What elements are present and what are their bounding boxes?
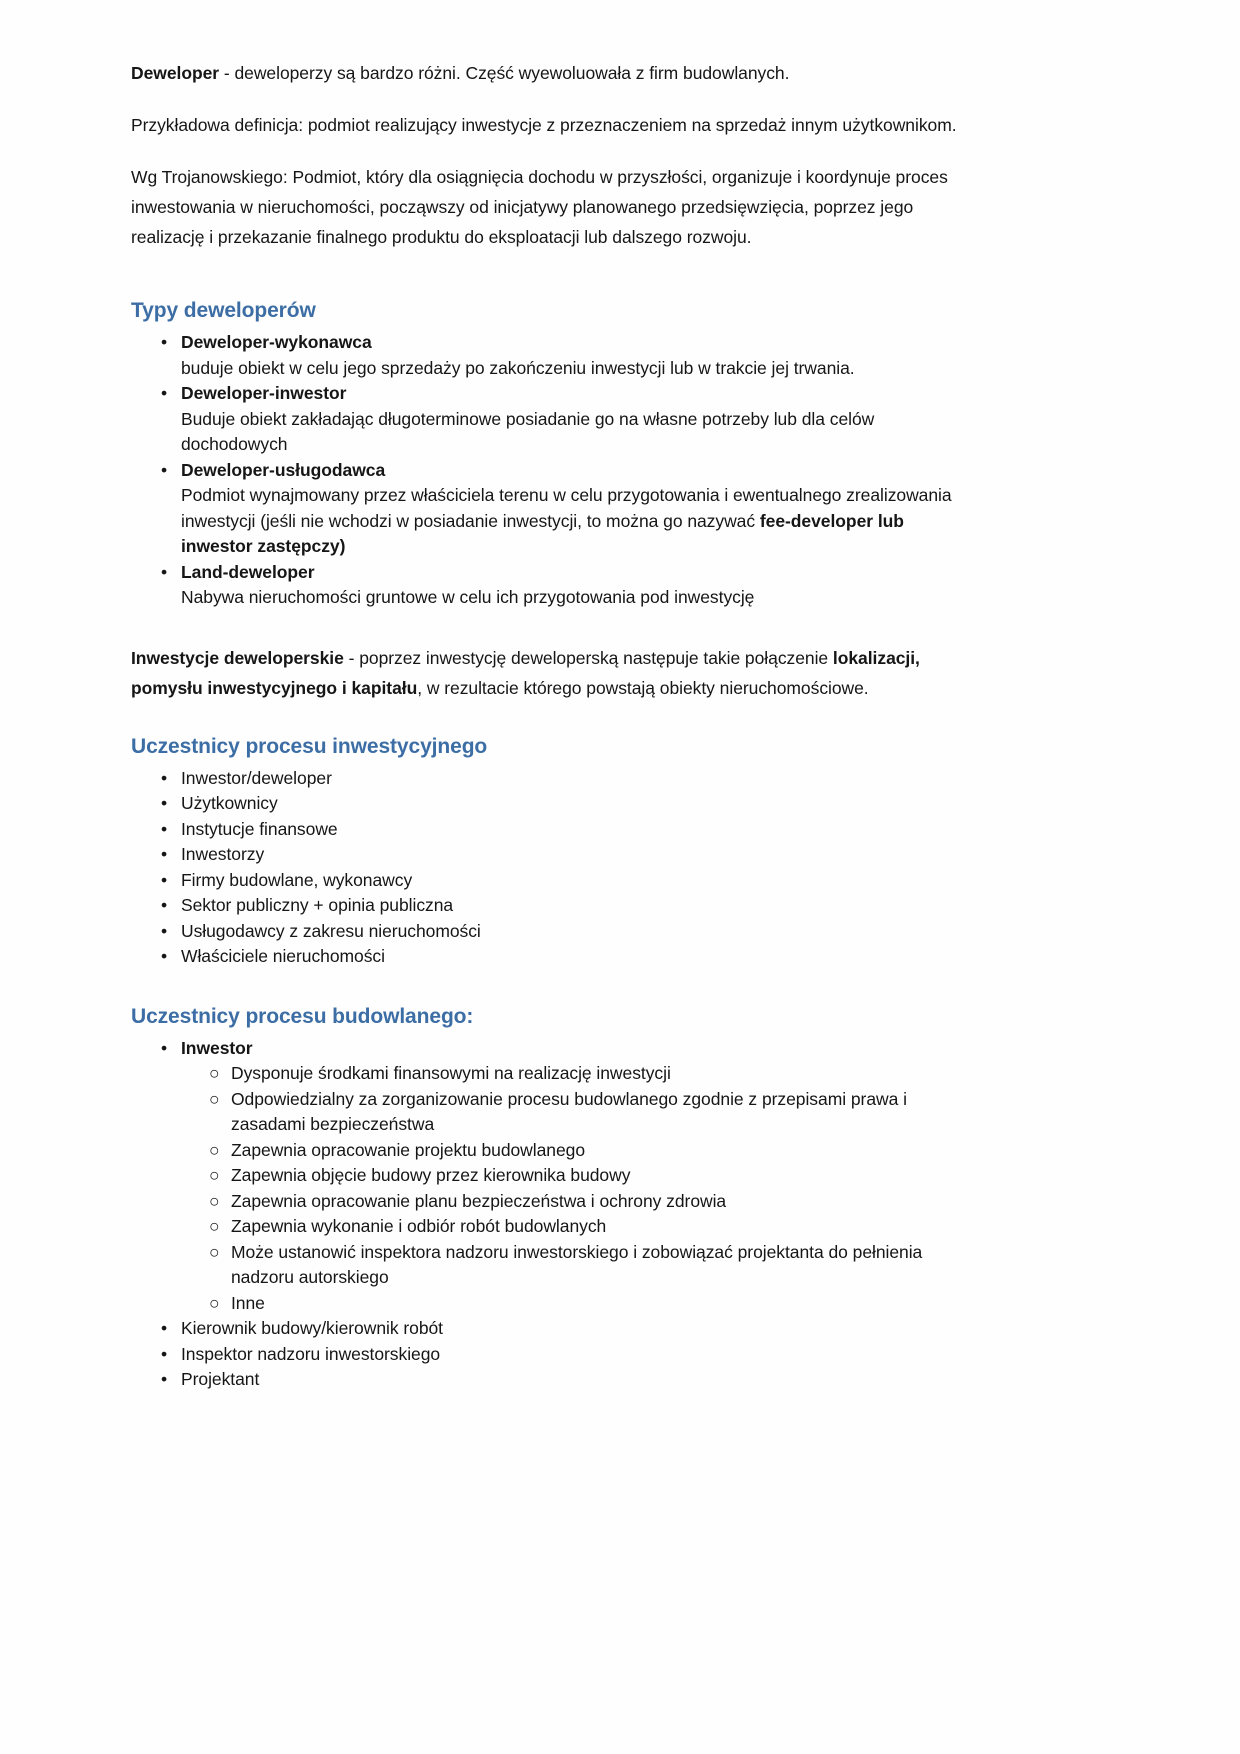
list-typy-deweloperow [131, 330, 961, 611]
sub-bullet-icon: ○ [209, 1292, 220, 1313]
spacer [131, 274, 961, 296]
sub-list-item-label: Zapewnia objęcie budowy przez kierownika budowy [231, 1165, 631, 1185]
spacer [131, 611, 961, 643]
list-item-label: Usługodawcy z zakresu nieruchomości [181, 920, 481, 941]
list-item [131, 1316, 961, 1342]
sub-bullet-icon: ○ [209, 1088, 220, 1109]
list-item [131, 842, 961, 868]
list-item-label: Firmy budowlane, wykonawcy [181, 869, 413, 890]
heading-uczestnicy-procesu-budowlanego: Uczestnicy procesu budowlanego: [131, 1004, 474, 1028]
sub-list-item [181, 1214, 961, 1240]
list-item-label: Użytkownicy [181, 793, 278, 813]
list-item-label: Sektor publiczny + opinia publiczna [181, 895, 454, 915]
sub-list-item [181, 1138, 961, 1164]
list-item [131, 817, 961, 843]
bullet-icon: • [161, 767, 168, 788]
list-item-label: Inwestorzy [181, 844, 265, 864]
heading-typy-deweloperow: Typy deweloperów [131, 299, 316, 322]
list-item [131, 868, 961, 894]
bullet-icon: • [161, 869, 168, 890]
inwestycje-mid-2: , w rezultacie którego powstają obiekty nieruchomościowe. [417, 677, 869, 698]
list-uczestnicy-budowlanego [131, 1036, 961, 1393]
intro-paragraph-3: Wg Trojanowskiego: Podmiot, który dla osiągnięcia dochodu w przyszłości, organizuje i koordynuje proces inwestowania w nieruchomości, począwszy od inicjatywy planowanego przedsięwzięcia, poprzez jego realizację i przekazanie finalnego produktu do eksploatacji lub dalszego rozwoju. [131, 167, 948, 247]
spacer [131, 721, 961, 732]
heading-uczestnicy-procesu-inwestycyjnego: Uczestnicy procesu inwestycyjnego [131, 734, 488, 758]
bullet-icon: • [161, 895, 168, 915]
fee-developer-term: fee-developer lub inwestor zastępczy) [181, 510, 904, 556]
list-item [131, 1036, 961, 1317]
sub-list-item [181, 1189, 961, 1215]
list-item-body: Buduje obiekt zakładając długoterminowe posiadanie go na własne potrzeby lub dla celów dochodowych [181, 408, 875, 454]
list-item-title: Inwestor [181, 1037, 253, 1058]
list-item-body-pre: Podmiot wynajmowany przez właściciela terenu w celu przygotowania i ewentualnego zrealizowania inwestycji (jeśli nie wchodzi w posiadanie inwestycji, to można go nazywać [181, 485, 952, 531]
bullet-icon: • [161, 946, 168, 966]
list-item-title: Land-deweloper [181, 561, 315, 582]
list-uczestnicy-inwestycyjnego [131, 766, 961, 970]
bullet-icon: • [161, 1343, 168, 1364]
bullet-icon: • [161, 1369, 168, 1389]
list-item [131, 560, 961, 611]
bullet-icon: • [161, 459, 168, 480]
sub-list-item-label: Zapewnia opracowanie projektu budowlanego [231, 1139, 586, 1160]
list-item [131, 381, 961, 458]
list-item [131, 330, 961, 381]
list-item [131, 893, 961, 919]
document-content [131, 58, 961, 1393]
list-item-label: Inspektor nadzoru inwestorskiego [181, 1343, 441, 1364]
list-item [131, 1342, 961, 1368]
sub-list-item-label: Odpowiedzialny za zorganizowanie procesu budowlanego zgodnie z przepisami prawa i zasadami bezpieczeństwa [231, 1088, 907, 1134]
deweloper-term: Deweloper [131, 63, 220, 83]
list-item-body: buduje obiekt w celu jego sprzedaży po zakończeniu inwestycji lub w trakcie jej trwania. [181, 357, 855, 378]
list-item [131, 944, 961, 970]
sub-list-item [181, 1163, 961, 1189]
paragraph-inwestycje-deweloperskie [131, 643, 961, 703]
list-item-label: Projektant [181, 1369, 260, 1389]
bullet-icon: • [161, 920, 168, 941]
intro-paragraph-1-rest: - deweloperzy są bardzo różni. Część wyewoluowała z firm budowlanych. [219, 63, 790, 83]
inwestycje-deweloperskie-term: Inwestycje deweloperskie [131, 647, 344, 668]
bullet-icon: • [161, 1318, 168, 1338]
sub-bullet-icon: ○ [209, 1241, 220, 1262]
list-item-title: Deweloper-inwestor [181, 383, 347, 403]
list-item [131, 458, 961, 560]
inwestycje-mid-1: - poprzez inwestycję deweloperską następuje takie połączenie [343, 647, 833, 668]
sub-bullet-icon: ○ [209, 1165, 220, 1185]
sub-bullet-icon: ○ [209, 1063, 220, 1083]
sub-list-item-label: Dysponuje środkami finansowymi na realizację inwestycji [231, 1063, 671, 1083]
bullet-icon: • [161, 793, 168, 813]
list-item-body [181, 483, 961, 560]
sub-bullet-icon: ○ [209, 1216, 220, 1236]
spacer [131, 970, 961, 1002]
bullet-icon: • [161, 818, 168, 839]
bullet-icon: • [161, 561, 168, 582]
list-item [131, 1367, 961, 1393]
sub-list-item [181, 1087, 961, 1138]
list-item-title: Deweloper-wykonawca [181, 332, 372, 352]
intro-paragraph-2: Przykładowa definicja: podmiot realizujący inwestycje z przeznaczeniem na sprzedaż innym użytkownikom. [131, 115, 957, 135]
sub-list-item-label: Zapewnia opracowanie planu bezpieczeństwa i ochrony zdrowia [231, 1190, 727, 1211]
list-item [131, 766, 961, 792]
sub-list-item-label: Zapewnia wykonanie i odbiór robót budowlanych [231, 1216, 607, 1236]
bullet-icon: • [161, 332, 168, 352]
bullet-icon: • [161, 844, 168, 864]
intro-paragraph-1 [131, 58, 961, 88]
list-item-label: Instytucje finansowe [181, 818, 338, 839]
bullet-icon: • [161, 1037, 168, 1058]
inwestycje-bold-2: lokalizacji, pomysłu inwestycyjnego i kapitału [131, 647, 920, 698]
list-item-title: Deweloper-usługodawca [181, 459, 386, 480]
sub-list-item [181, 1061, 961, 1087]
list-item-body: Nabywa nieruchomości gruntowe w celu ich przygotowania pod inwestycję [181, 587, 755, 607]
bullet-icon: • [161, 383, 168, 403]
sub-list-item-label: Inne [231, 1292, 265, 1313]
list-item [131, 791, 961, 817]
list-item-label: Właściciele nieruchomości [181, 946, 385, 966]
sub-list-item [181, 1291, 961, 1317]
list-obowiazki-inwestora [181, 1061, 961, 1316]
list-item-label: Inwestor/deweloper [181, 767, 332, 788]
sub-list-item [181, 1240, 961, 1291]
list-item [131, 919, 961, 945]
list-item-label: Kierownik budowy/kierownik robót [181, 1318, 443, 1338]
sub-bullet-icon: ○ [209, 1190, 220, 1211]
sub-list-item-label: Może ustanowić inspektora nadzoru inwestorskiego i zobowiązać projektanta do pełnienia nadzoru autorskiego [231, 1241, 923, 1287]
sub-bullet-icon: ○ [209, 1139, 220, 1160]
